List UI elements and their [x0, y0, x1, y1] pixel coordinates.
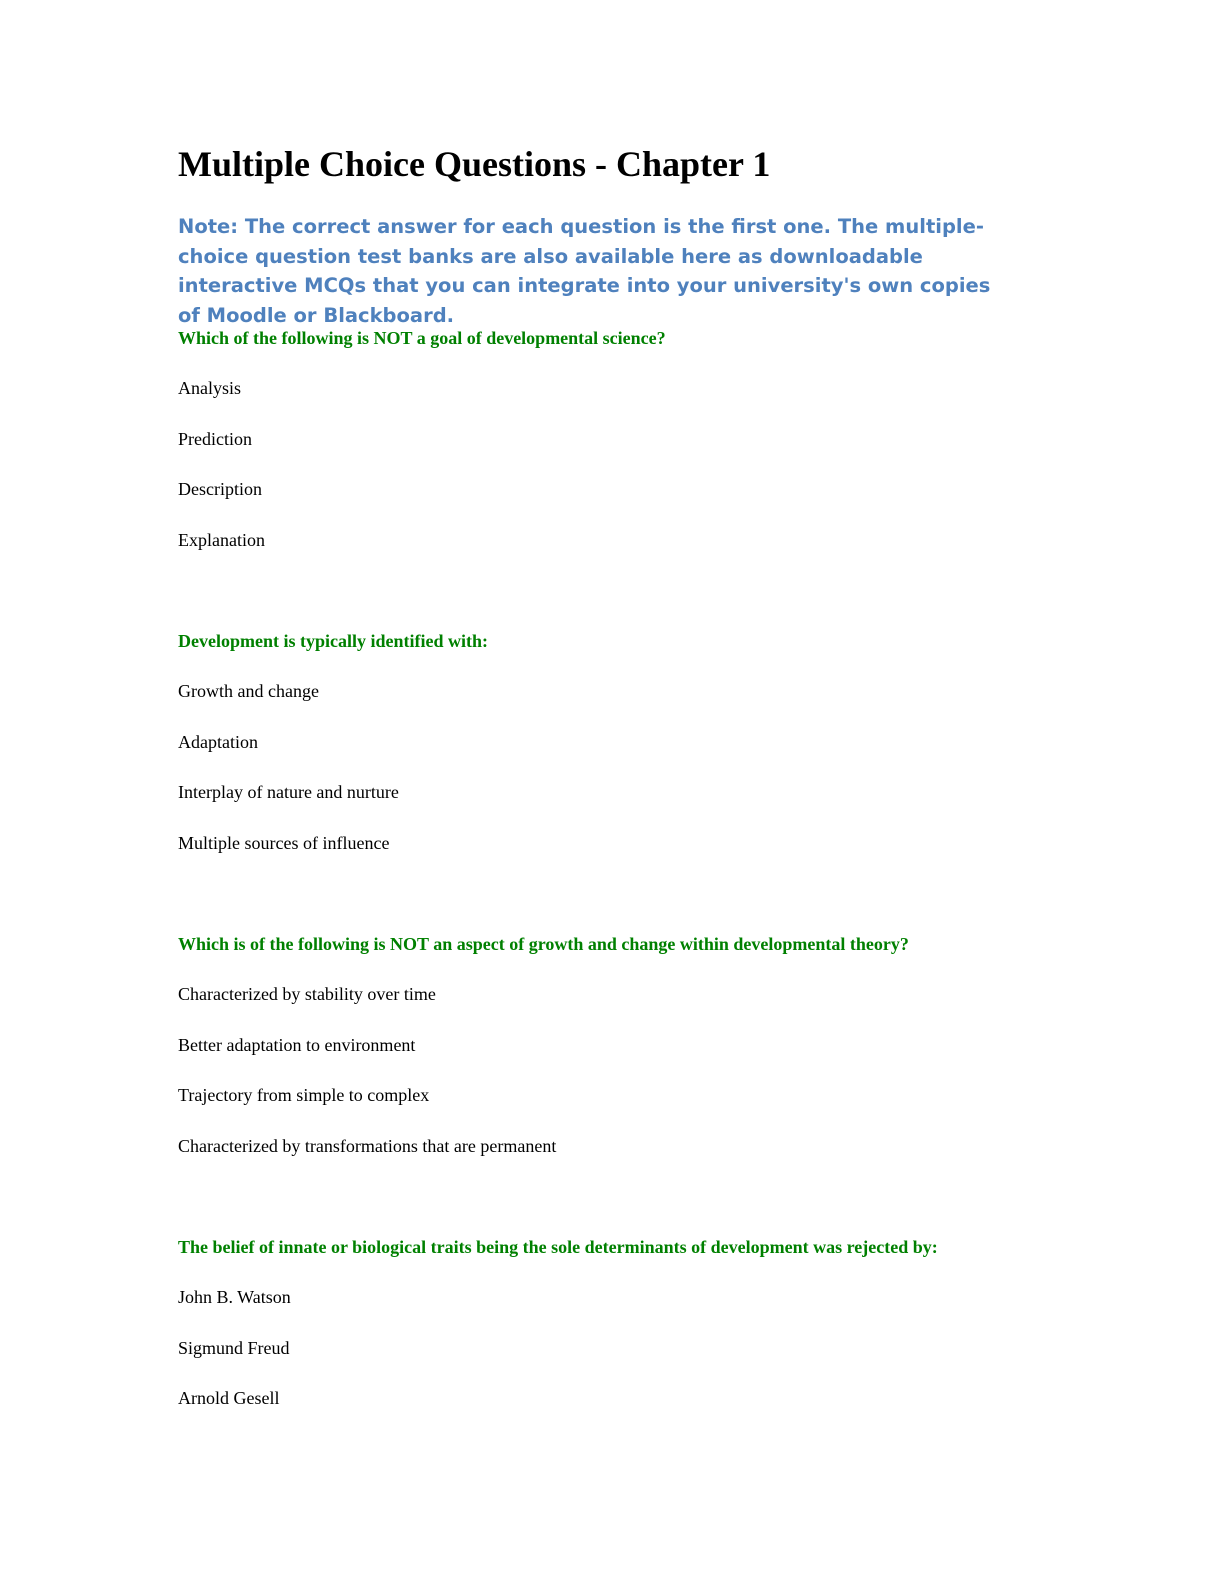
question-1-option-1: Analysis [178, 378, 241, 398]
question-1-option-3: Description [178, 479, 262, 499]
question-2-option-4: Multiple sources of influence [178, 833, 390, 853]
question-4-text: The belief of innate or biological traits being the sole determinants of development was rejected by: [178, 1237, 938, 1257]
question-3-option-1: Characterized by stability over time [178, 984, 436, 1004]
question-4-option-1: John B. Watson [178, 1287, 291, 1307]
question-3-option-2: Better adaptation to environment [178, 1035, 416, 1055]
question-3-text: Which is of the following is NOT an aspect of growth and change within developmental theory? [178, 934, 909, 954]
question-1-option-2: Prediction [178, 429, 252, 449]
question-1-text: Which of the following is NOT a goal of developmental science? [178, 328, 666, 348]
note-paragraph: Note: The correct answer for each question is the first one. The multiple-choice question test banks are also available here as downloadable interactive MCQs that you can integrate into your university's own copies of Moodle or Blackboard. [178, 215, 991, 327]
question-2-option-3: Interplay of nature and nurture [178, 782, 399, 802]
page-title: Multiple Choice Questions - Chapter 1 [178, 144, 771, 184]
question-3-option-3: Trajectory from simple to complex [178, 1085, 430, 1105]
question-4-option-3: Arnold Gesell [178, 1388, 280, 1408]
question-4-option-2: Sigmund Freud [178, 1338, 290, 1358]
question-2-option-1: Growth and change [178, 681, 319, 701]
question-2-text: Development is typically identified with: [178, 631, 488, 651]
question-3-option-4: Characterized by transformations that are permanent [178, 1136, 557, 1156]
question-2-option-2: Adaptation [178, 732, 258, 752]
question-1-option-4: Explanation [178, 530, 265, 550]
